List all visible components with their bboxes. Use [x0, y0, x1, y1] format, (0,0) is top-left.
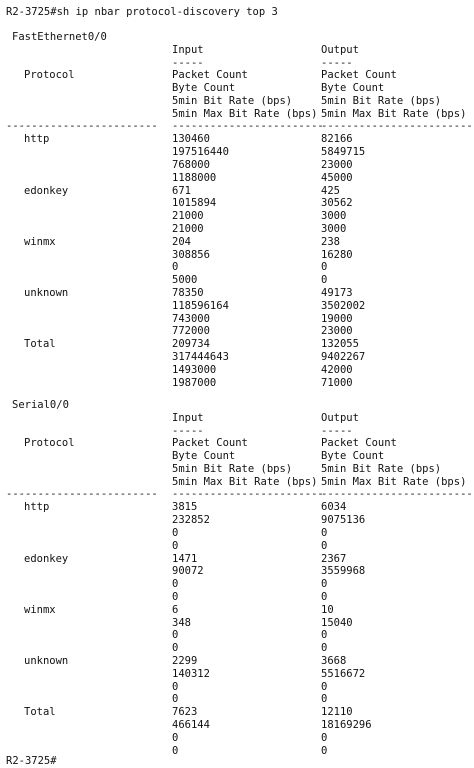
interface-name: Serial0/0: [12, 399, 69, 411]
input-value: 0: [172, 731, 179, 744]
output-value: 425: [321, 184, 340, 197]
output-value: 6034: [321, 501, 347, 514]
output-value: 132055: [321, 338, 359, 351]
input-value: 197516440: [172, 146, 229, 159]
input-value: 0: [172, 642, 179, 655]
output-value: 42000: [321, 363, 353, 376]
input-value: 5000: [172, 274, 198, 287]
output-value: 9402267: [321, 351, 366, 363]
input-metric-label: Packet Count: [172, 437, 248, 450]
output-value: 3668: [321, 655, 347, 667]
input-value: 1471: [172, 552, 198, 565]
input-value: 118596164: [172, 299, 229, 312]
input-metric-label: 5min Max Bit Rate (bps): [172, 107, 318, 120]
output-metric-label: 5min Bit Rate (bps): [321, 463, 442, 475]
output-value: 71000: [321, 376, 353, 389]
output-value: 0: [321, 629, 328, 642]
output-metric-label: 5min Max Bit Rate (bps): [321, 475, 467, 488]
separator-input: ------------------------: [172, 487, 324, 500]
output-value: 0: [321, 680, 328, 693]
input-value: 768000: [172, 159, 210, 171]
input-value: 1015894: [172, 197, 217, 210]
input-value: 308856: [172, 248, 210, 261]
output-value: 0: [321, 274, 328, 287]
input-value: 2299: [172, 655, 198, 667]
input-metric-label: Byte Count: [172, 450, 236, 463]
output-header-underline: -----: [321, 56, 353, 69]
protocol-name: Total: [24, 706, 56, 719]
output-value: 3000: [321, 223, 347, 235]
output-value: 0: [321, 731, 328, 744]
input-metric-label: 5min Bit Rate (bps): [172, 95, 293, 107]
input-value: 3815: [172, 501, 198, 514]
input-value: 6: [172, 603, 179, 616]
output-column-header: Output: [321, 43, 359, 56]
input-value: 1987000: [172, 376, 217, 389]
protocol-name: winmx: [24, 603, 56, 616]
input-value: 0: [172, 591, 179, 603]
output-value: 0: [321, 744, 328, 757]
input-value: 0: [172, 744, 179, 757]
output-value: 9075136: [321, 514, 366, 527]
input-value: 348: [172, 616, 191, 629]
separator-input: ------------------------: [172, 119, 324, 132]
command-line: R2-3725#sh ip nbar protocol-discovery top 3: [6, 6, 278, 18]
output-column-header: Output: [321, 411, 359, 424]
output-value: 2367: [321, 552, 347, 565]
input-value: 0: [172, 629, 179, 642]
input-value: 21000: [172, 223, 204, 235]
input-value: 671: [172, 184, 191, 197]
protocol-name: http: [24, 133, 50, 146]
input-value: 21000: [172, 210, 204, 223]
output-metric-label: Packet Count: [321, 437, 397, 450]
input-value: 0: [172, 693, 179, 706]
output-value: 23000: [321, 159, 353, 171]
input-value: 0: [172, 539, 179, 552]
output-value: 12110: [321, 706, 353, 719]
input-value: 0: [172, 261, 179, 274]
input-metric-label: 5min Bit Rate (bps): [172, 463, 293, 475]
protocol-name: unknown: [24, 287, 69, 299]
output-metric-label: Byte Count: [321, 450, 385, 463]
output-value: 10: [321, 603, 334, 616]
input-value: 130460: [172, 133, 210, 146]
protocol-name: http: [24, 501, 50, 514]
protocol-name: unknown: [24, 655, 69, 667]
input-header-underline: -----: [172, 56, 204, 69]
output-value: 19000: [321, 312, 353, 325]
output-value: 0: [321, 539, 328, 552]
input-value: 78350: [172, 287, 204, 299]
output-value: 23000: [321, 325, 353, 338]
output-value: 3502002: [321, 299, 366, 312]
output-value: 0: [321, 591, 328, 603]
separator-protocol: ------------------------: [6, 487, 158, 500]
output-value: 5849715: [321, 146, 366, 159]
output-metric-label: Byte Count: [321, 82, 385, 95]
input-value: 232852: [172, 514, 210, 527]
output-value: 3000: [321, 210, 347, 223]
output-value: 82166: [321, 133, 353, 146]
output-value: 0: [321, 527, 328, 539]
output-value: 45000: [321, 171, 353, 184]
output-value: 238: [321, 235, 340, 248]
input-value: 209734: [172, 338, 210, 351]
protocol-name: winmx: [24, 235, 56, 248]
input-value: 1493000: [172, 363, 217, 376]
input-value: 140312: [172, 667, 210, 680]
output-value: 49173: [321, 287, 353, 299]
protocol-column-header: Protocol: [24, 437, 75, 450]
input-metric-label: 5min Max Bit Rate (bps): [172, 475, 318, 488]
output-metric-label: 5min Bit Rate (bps): [321, 95, 442, 107]
output-metric-label: Packet Count: [321, 69, 397, 82]
protocol-name: Total: [24, 338, 56, 351]
input-value: 772000: [172, 325, 210, 338]
input-column-header: Input: [172, 43, 204, 56]
output-value: 15040: [321, 616, 353, 629]
input-metric-label: Byte Count: [172, 82, 236, 95]
output-header-underline: -----: [321, 424, 353, 437]
output-value: 0: [321, 693, 328, 706]
protocol-column-header: Protocol: [24, 69, 75, 82]
protocol-name: edonkey: [24, 552, 69, 565]
input-value: 0: [172, 578, 179, 591]
separator-output: ------------------------: [321, 119, 473, 132]
input-column-header: Input: [172, 411, 204, 424]
output-value: 16280: [321, 248, 353, 261]
output-value: 3559968: [321, 565, 366, 578]
output-value: 18169296: [321, 719, 372, 731]
protocol-name: edonkey: [24, 184, 69, 197]
input-value: 466144: [172, 719, 210, 731]
separator-protocol: ------------------------: [6, 119, 158, 132]
input-value: 1188000: [172, 171, 217, 184]
input-metric-label: Packet Count: [172, 69, 248, 82]
output-value: 0: [321, 578, 328, 591]
output-value: 0: [321, 642, 328, 655]
input-header-underline: -----: [172, 424, 204, 437]
input-value: 743000: [172, 312, 210, 325]
input-value: 0: [172, 680, 179, 693]
separator-output: ------------------------: [321, 487, 473, 500]
interface-name: FastEthernet0/0: [12, 31, 107, 43]
input-value: 90072: [172, 565, 204, 578]
input-value: 204: [172, 235, 191, 248]
output-value: 30562: [321, 197, 353, 210]
output-value: 0: [321, 261, 328, 274]
input-value: 7623: [172, 706, 198, 719]
output-value: 5516672: [321, 667, 366, 680]
output-metric-label: 5min Max Bit Rate (bps): [321, 107, 467, 120]
input-value: 317444643: [172, 351, 229, 363]
end-prompt[interactable]: R2-3725#: [6, 755, 57, 767]
input-value: 0: [172, 527, 179, 539]
